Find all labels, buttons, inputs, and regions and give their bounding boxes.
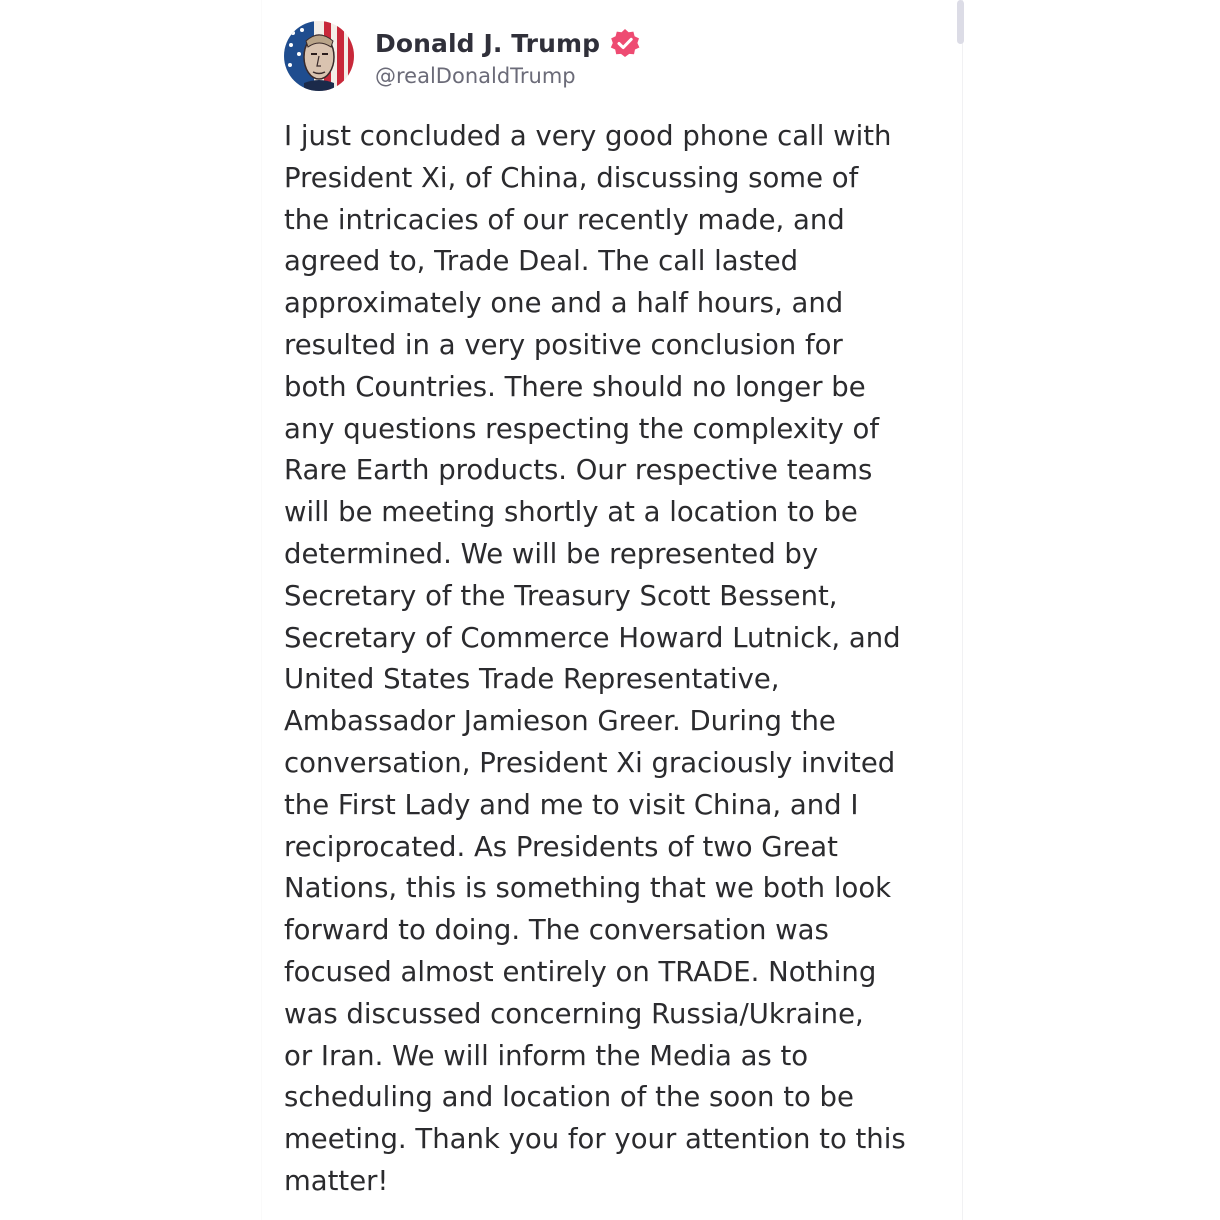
name-row (375, 25, 642, 63)
avatar[interactable] (284, 21, 354, 91)
post-header (284, 20, 642, 92)
scrollbar-thumb[interactable] (957, 0, 964, 44)
avatar-portrait-icon (284, 21, 354, 91)
verified-badge-icon (608, 27, 642, 61)
author-display-name[interactable]: Donald J. Trump (375, 29, 601, 58)
author-handle[interactable]: @realDonaldTrump (375, 63, 576, 88)
post-body-text: I just concluded a very good phone call with President Xi, of China, discussing some of the intricacies of our recently made, and agreed to, Trade Deal. The call lasted approximately one and a half hours, and resulted in a very positive conclusion for both Countries. There should no longer be any questions respecting the complexity of Rare Earth products. Our respective teams will be meeting shortly at a location to be determined. We will be represented by Secretary of the Treasury Scott Bessent, Secretary of Commerce Howard Lutnick, and United States Trade Representative, Ambassador Jamieson Greer. During the conversation, President Xi graciously invited the First Lady and me to visit China, and I reciprocated. As Presidents of two Great Nations, this is something that we both look forward to doing. The conversation was focused almost entirely on TRADE. Nothing was discussed concerning Russia/Ukraine, or Iran. We will inform the Media as to scheduling and location of the soon to be meeting. Thank you for your attention to this matter! (284, 120, 906, 1197)
author-identity (375, 25, 642, 88)
